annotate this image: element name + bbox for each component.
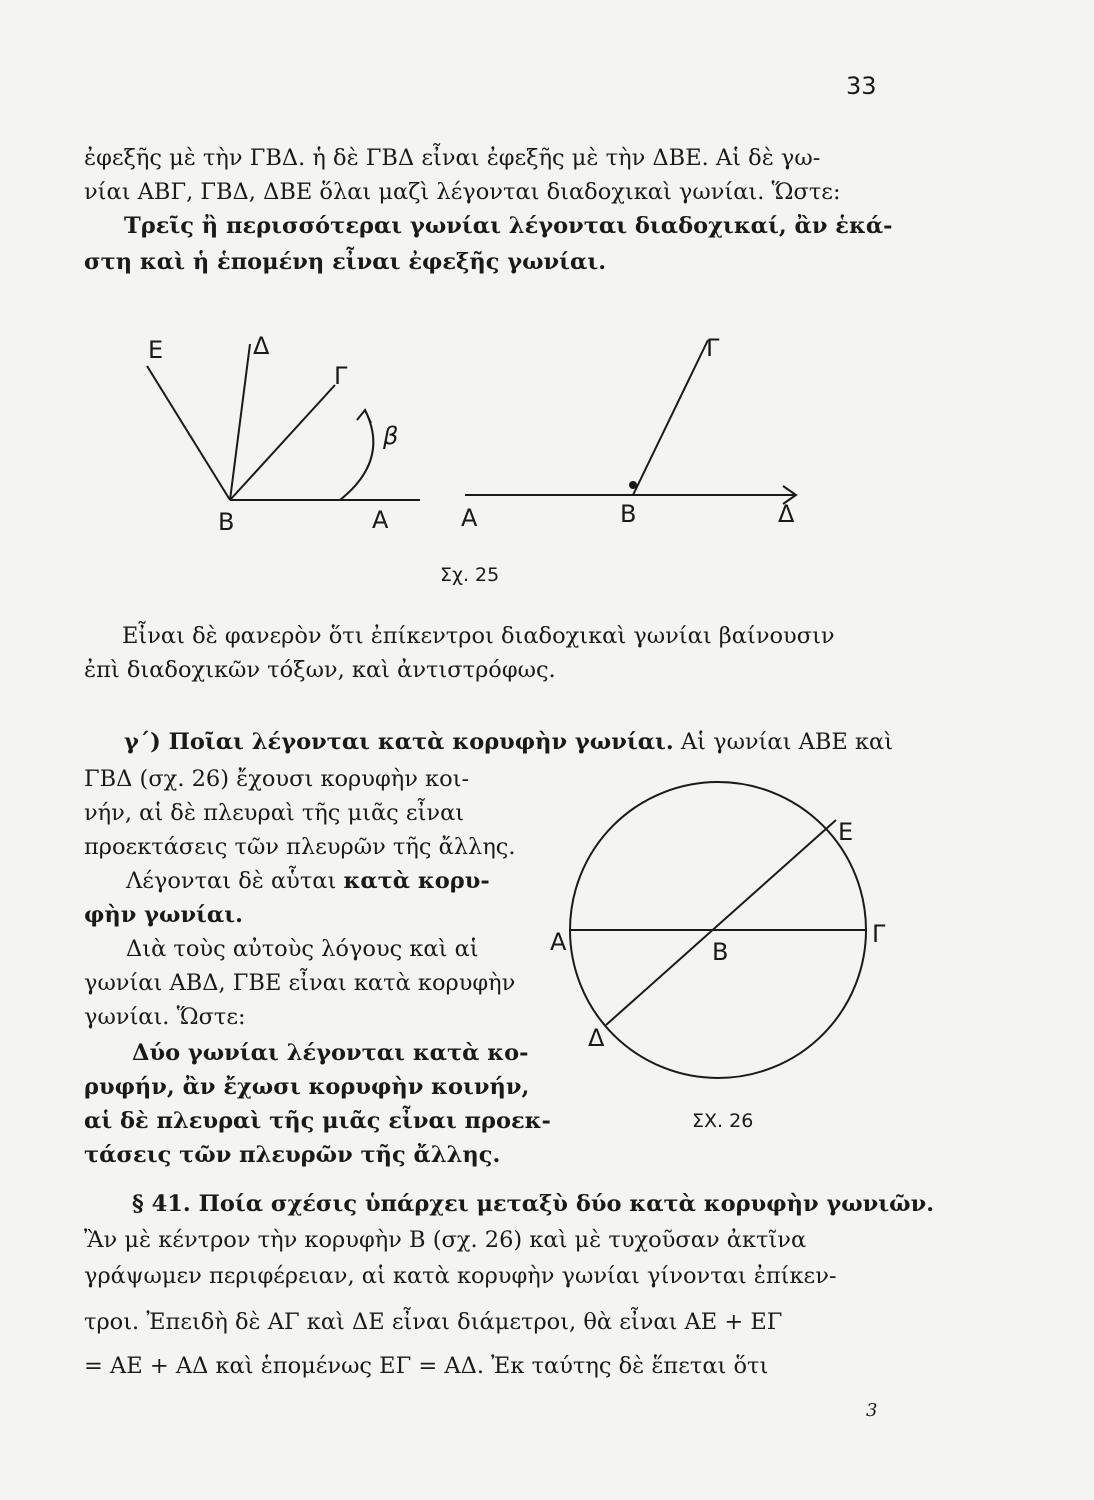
section-gamma-heading-rest: Αἱ γωνίαι ΑΒΕ καὶ: [680, 729, 894, 755]
text-line: φὴν γωνίαι.: [84, 902, 243, 928]
figure-26-caption: ΣΧ. 26: [692, 1110, 754, 1132]
text-line: ἐφεξῆς μὲ τὴν ΓΒΔ. ἡ δὲ ΓΒΔ εἶναι ἐφεξῆς μὲ τὴν ΔΒΕ. Αἱ δὲ γω-: [84, 145, 821, 171]
text-line: ἐπὶ διαδοχικῶν τόξων, καὶ ἀντιστρόφως.: [84, 657, 556, 683]
fig26-label-a: Α: [550, 928, 567, 956]
fig25-label-beta: β: [383, 422, 399, 450]
fig26-label-b: Β: [712, 938, 729, 966]
page-number: 33: [846, 72, 877, 100]
ray-bd: [230, 344, 250, 500]
text-line: γράψωμεν περιφέρειαν, αἱ κατὰ κορυφὴν γωνίαι γίνονται ἐπίκεν-: [84, 1263, 837, 1289]
arc-arrow: [357, 410, 371, 423]
ray-bg: [230, 385, 335, 500]
text-line: Εἶναι δὲ φανερὸν ὅτι ἐπίκεντροι διαδοχικαὶ γωνίαι βαίνουσιν: [122, 623, 835, 649]
point-b-dot: [629, 481, 637, 489]
fig26-label-g: Γ: [872, 920, 886, 948]
text-span-bold: κατὰ κορυ-: [343, 868, 490, 894]
text-line: αἱ δὲ πλευραὶ τῆς μιᾶς εἶναι προεκ-: [84, 1108, 551, 1134]
fig25-right-label-d: Δ: [778, 500, 795, 528]
text-line: = ΑΕ + ΑΔ καὶ ἑπομένως ΕΓ = ΑΔ. Ἐκ ταύτης δὲ ἕπεται ὅτι: [84, 1353, 769, 1379]
text-line: νήν, αἱ δὲ πλευραὶ τῆς μιᾶς εἶναι: [84, 800, 465, 826]
text-line: ρυφήν, ἂν ἔχωσι κορυφὴν κοινήν,: [84, 1074, 530, 1100]
ray-bg-right: [633, 340, 708, 495]
figure-25-caption: Σχ. 25: [440, 564, 500, 586]
fig26-label-e: Ε: [838, 818, 854, 846]
text-line: γωνίαι ΑΒΔ, ΓΒΕ εἶναι κατὰ κορυφὴν: [84, 970, 516, 996]
text-line: νίαι ΑΒΓ, ΓΒΔ, ΔΒΕ ὅλαι μαζὶ λέγονται διαδοχικαὶ γωνίαι. Ὥστε:: [84, 179, 841, 205]
section-41-heading: § 41. Ποία σχέσις ὑπάρχει μεταξὺ δύο κατὰ κορυφὴν γωνιῶν.: [132, 1191, 935, 1217]
fig25-right-label-a: Α: [461, 504, 478, 532]
section-gamma-heading: γ΄) Ποῖαι λέγονται κατὰ κορυφὴν γωνίαι.: [124, 729, 674, 755]
text-line: τάσεις τῶν πλευρῶν τῆς ἄλλης.: [84, 1142, 501, 1168]
angle-arc: [340, 410, 373, 500]
diameter-de: [606, 820, 836, 1025]
circle: [570, 782, 866, 1078]
text-line: στη καὶ ἡ ἑπομένη εἶναι ἐφεξῆς γωνίαι.: [84, 249, 607, 275]
fig25-right-label-g: Γ: [706, 334, 720, 362]
text-line: Δύο γωνίαι λέγονται κατὰ κο-: [132, 1040, 529, 1066]
fig26-label-d: Δ: [588, 1024, 605, 1052]
text-line: Τρεῖς ἢ περισσότεραι γωνίαι λέγονται διαδοχικαί, ἂν ἑκά-: [124, 213, 893, 239]
fig25-label-e: Ε: [148, 336, 164, 364]
fig25-right-label-b: Β: [620, 500, 637, 528]
text-span: Λέγονται δὲ αὗται: [126, 868, 337, 894]
fig25-label-a: Α: [372, 506, 389, 534]
footer-signature-mark: 3: [866, 1400, 878, 1421]
text-line: [126, 864, 490, 899]
text-line: Διὰ τοὺς αὐτοὺς λόγους καὶ αἱ: [126, 936, 479, 962]
ray-be: [147, 366, 230, 500]
text-line: τροι. Ἐπειδὴ δὲ ΑΓ καὶ ΔΕ εἶναι διάμετροι, θὰ εἶναι ΑΕ + ΕΓ: [84, 1309, 783, 1335]
text-line: Ἂν μὲ κέντρον τὴν κορυφὴν Β (σχ. 26) καὶ μὲ τυχοῦσαν ἀκτῖνα: [84, 1227, 807, 1253]
fig25-label-d: Δ: [253, 332, 270, 360]
fig25-label-b: Β: [218, 508, 235, 536]
fig25-label-g: Γ: [334, 362, 348, 390]
heading-wrap: [124, 726, 893, 758]
text-line: ΓΒΔ (σχ. 26) ἔχουσι κορυφὴν κοι-: [84, 766, 470, 792]
text-line: προεκτάσεις τῶν πλευρῶν τῆς ἄλλης.: [84, 834, 516, 860]
text-line: γωνίαι. Ὥστε:: [84, 1004, 246, 1030]
